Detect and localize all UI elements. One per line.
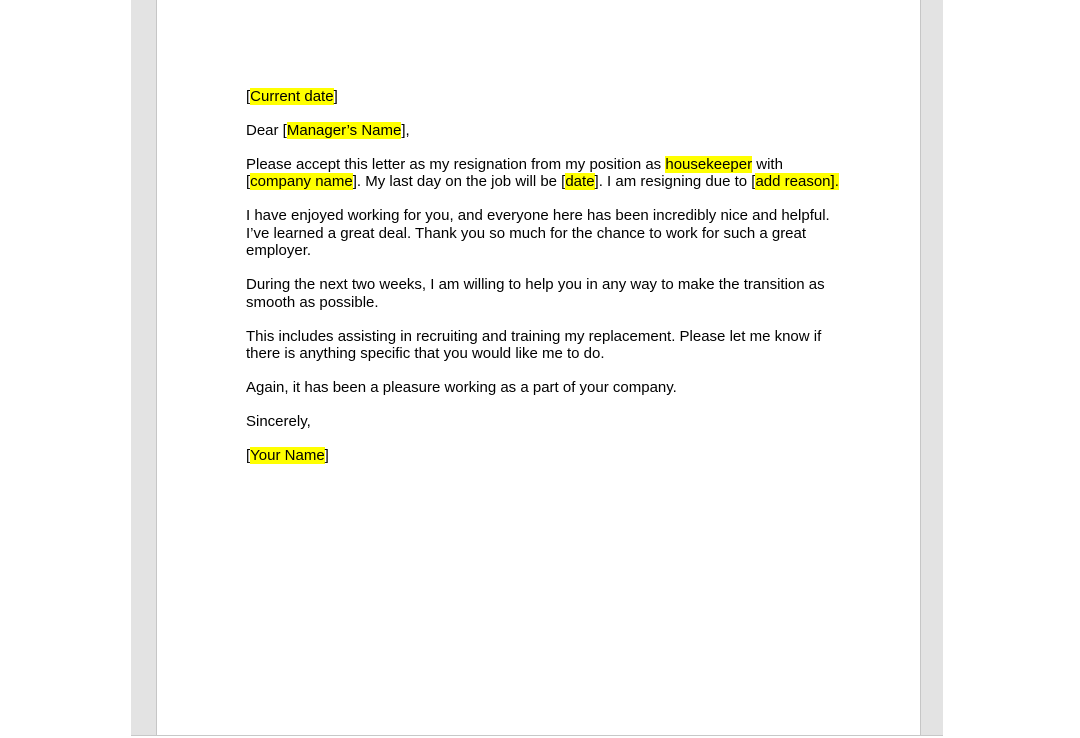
salutation-prefix: Dear [ — [246, 122, 287, 139]
bracket-open: [ — [246, 88, 251, 105]
reason-placeholder[interactable]: add reason]. — [755, 173, 839, 191]
signature-line — [246, 447, 846, 464]
para1-text-3: ]. My last day on the job will be [ — [352, 173, 566, 191]
last-day-placeholder[interactable]: date — [565, 173, 595, 191]
current-date-placeholder[interactable]: Current date — [250, 88, 334, 105]
para1-text-4: ]. I am resigning due to [ — [594, 173, 756, 191]
para1-text-2: with [ — [246, 156, 783, 191]
document-page[interactable] — [156, 0, 921, 735]
salutation-suffix: ], — [401, 122, 410, 139]
pleasure-paragraph: Again, it has been a pleasure working as a part of your company. — [246, 379, 677, 397]
salutation — [246, 122, 846, 139]
resignation-paragraph — [246, 156, 846, 191]
para1-text-1: Please accept this letter as my resignation from my position as — [246, 156, 666, 173]
letter-body[interactable] — [246, 88, 846, 481]
gratitude-paragraph: I have enjoyed working for you, and everyone here has been incredibly nice and helpful. I’ve learned a great deal. Thank you so much for the chance to work for such a great employer. — [246, 207, 830, 260]
replacement-paragraph: This includes assisting in recruiting and training my replacement. Please let me know if there is anything specific that you would like me to do. — [246, 327, 822, 363]
bracket-close: ] — [324, 447, 329, 465]
transition-paragraph: During the next two weeks, I am willing to help you in any way to make the transition as smooth as possible. — [246, 276, 825, 311]
company-name-placeholder[interactable]: company name — [250, 173, 353, 191]
closing: Sincerely, — [246, 413, 311, 431]
bracket-close: ] — [333, 88, 338, 105]
your-name-placeholder[interactable]: Your Name — [250, 447, 325, 465]
date-line — [246, 88, 846, 105]
bracket-open: [ — [246, 447, 251, 465]
position-placeholder[interactable]: housekeeper — [665, 156, 753, 173]
manager-name-placeholder[interactable]: Manager’s Name — [286, 122, 402, 139]
